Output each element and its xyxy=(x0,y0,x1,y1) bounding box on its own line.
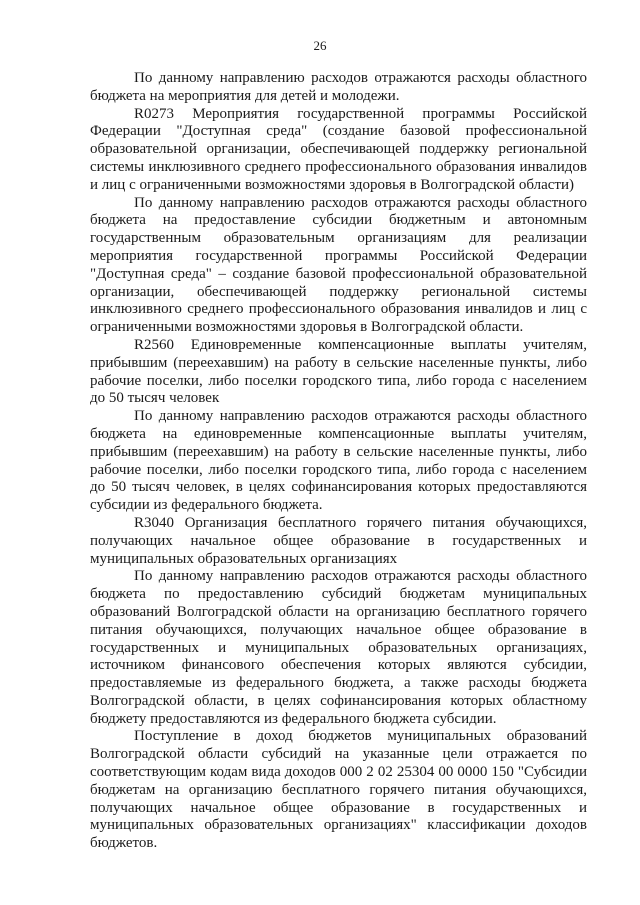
paragraph-3: По данному направлению расходов отражаются расходы областного бюджета на предоставление субсидии бюджетным и автономным государственным образовательным организациям для реализации мероприятия государственной программы Российской Федерации "Доступная среда" – создание базовой профессиональной образовательной организации, обеспечивающей поддержку региональной системы инклюзивного среднего профессионального образования инвалидов и лиц с ограниченными возможностями здоровья в Волгоградской области. xyxy=(90,194,587,336)
paragraph-2: R0273 Мероприятия государственной программы Российской Федерации "Доступная среда" (создание базовой профессиональной образовательной организации, обеспечивающей поддержку региональной системы инклюзивного среднего профессионального образования инвалидов и лиц с ограниченными возможностями здоровья в Волгоградской области) xyxy=(90,105,587,193)
paragraph-7: По данному направлению расходов отражаются расходы областного бюджета по предоставлению субсидий бюджетам муниципальных образований Волгоградской области на организацию бесплатного горячего питания обучающихся, получающих начальное общее образование в государственных и муниципальных образовательных организациях, источником финансового обеспечения которых являются субсидии, предоставляемые из федерального бюджета, а также расходы бюджета Волгоградской области, в целях софинансирования которых областному бюджету предоставляются из федерального бюджета субсидии. xyxy=(90,568,587,727)
paragraph-1: По данному направлению расходов отражаются расходы областного бюджета на мероприятия для детей и молодежи. xyxy=(90,70,587,104)
paragraph-5: По данному направлению расходов отражаются расходы областного бюджета на единовременные компенсационные выплаты учителям, прибывшим (переехавшим) на работу в сельские населенные пункты, либо рабочие поселки, либо поселки городского типа, либо города с населением до 50 тысяч человек, в целях софинансирования которых предоставляются субсидии из федерального бюджета. xyxy=(90,408,587,514)
paragraph-6: R3040 Организация бесплатного горячего питания обучающихся, получающих начальное общее образование в государственных и муниципальных образовательных организациях xyxy=(90,514,587,567)
document-body xyxy=(90,70,587,853)
paragraph-8: Поступление в доход бюджетов муниципальных образований Волгоградской области субсидий на указанные цели отражается по соответствующим кодам вида доходов 000 2 02 25304 00 0000 150 "Субсидии бюджетам на организацию бесплатного горячего питания обучающихся, получающих начальное общее образование в государственных и муниципальных образовательных организациях" классификации доходов бюджетов. xyxy=(90,728,587,852)
paragraph-4: R2560 Единовременные компенсационные выплаты учителям, прибывшим (переехавшим) на работу в сельские населенные пункты, либо рабочие поселки, либо поселки городского типа, либо города с населением до 50 тысяч человек xyxy=(90,336,587,407)
page-number: 26 xyxy=(313,38,327,53)
